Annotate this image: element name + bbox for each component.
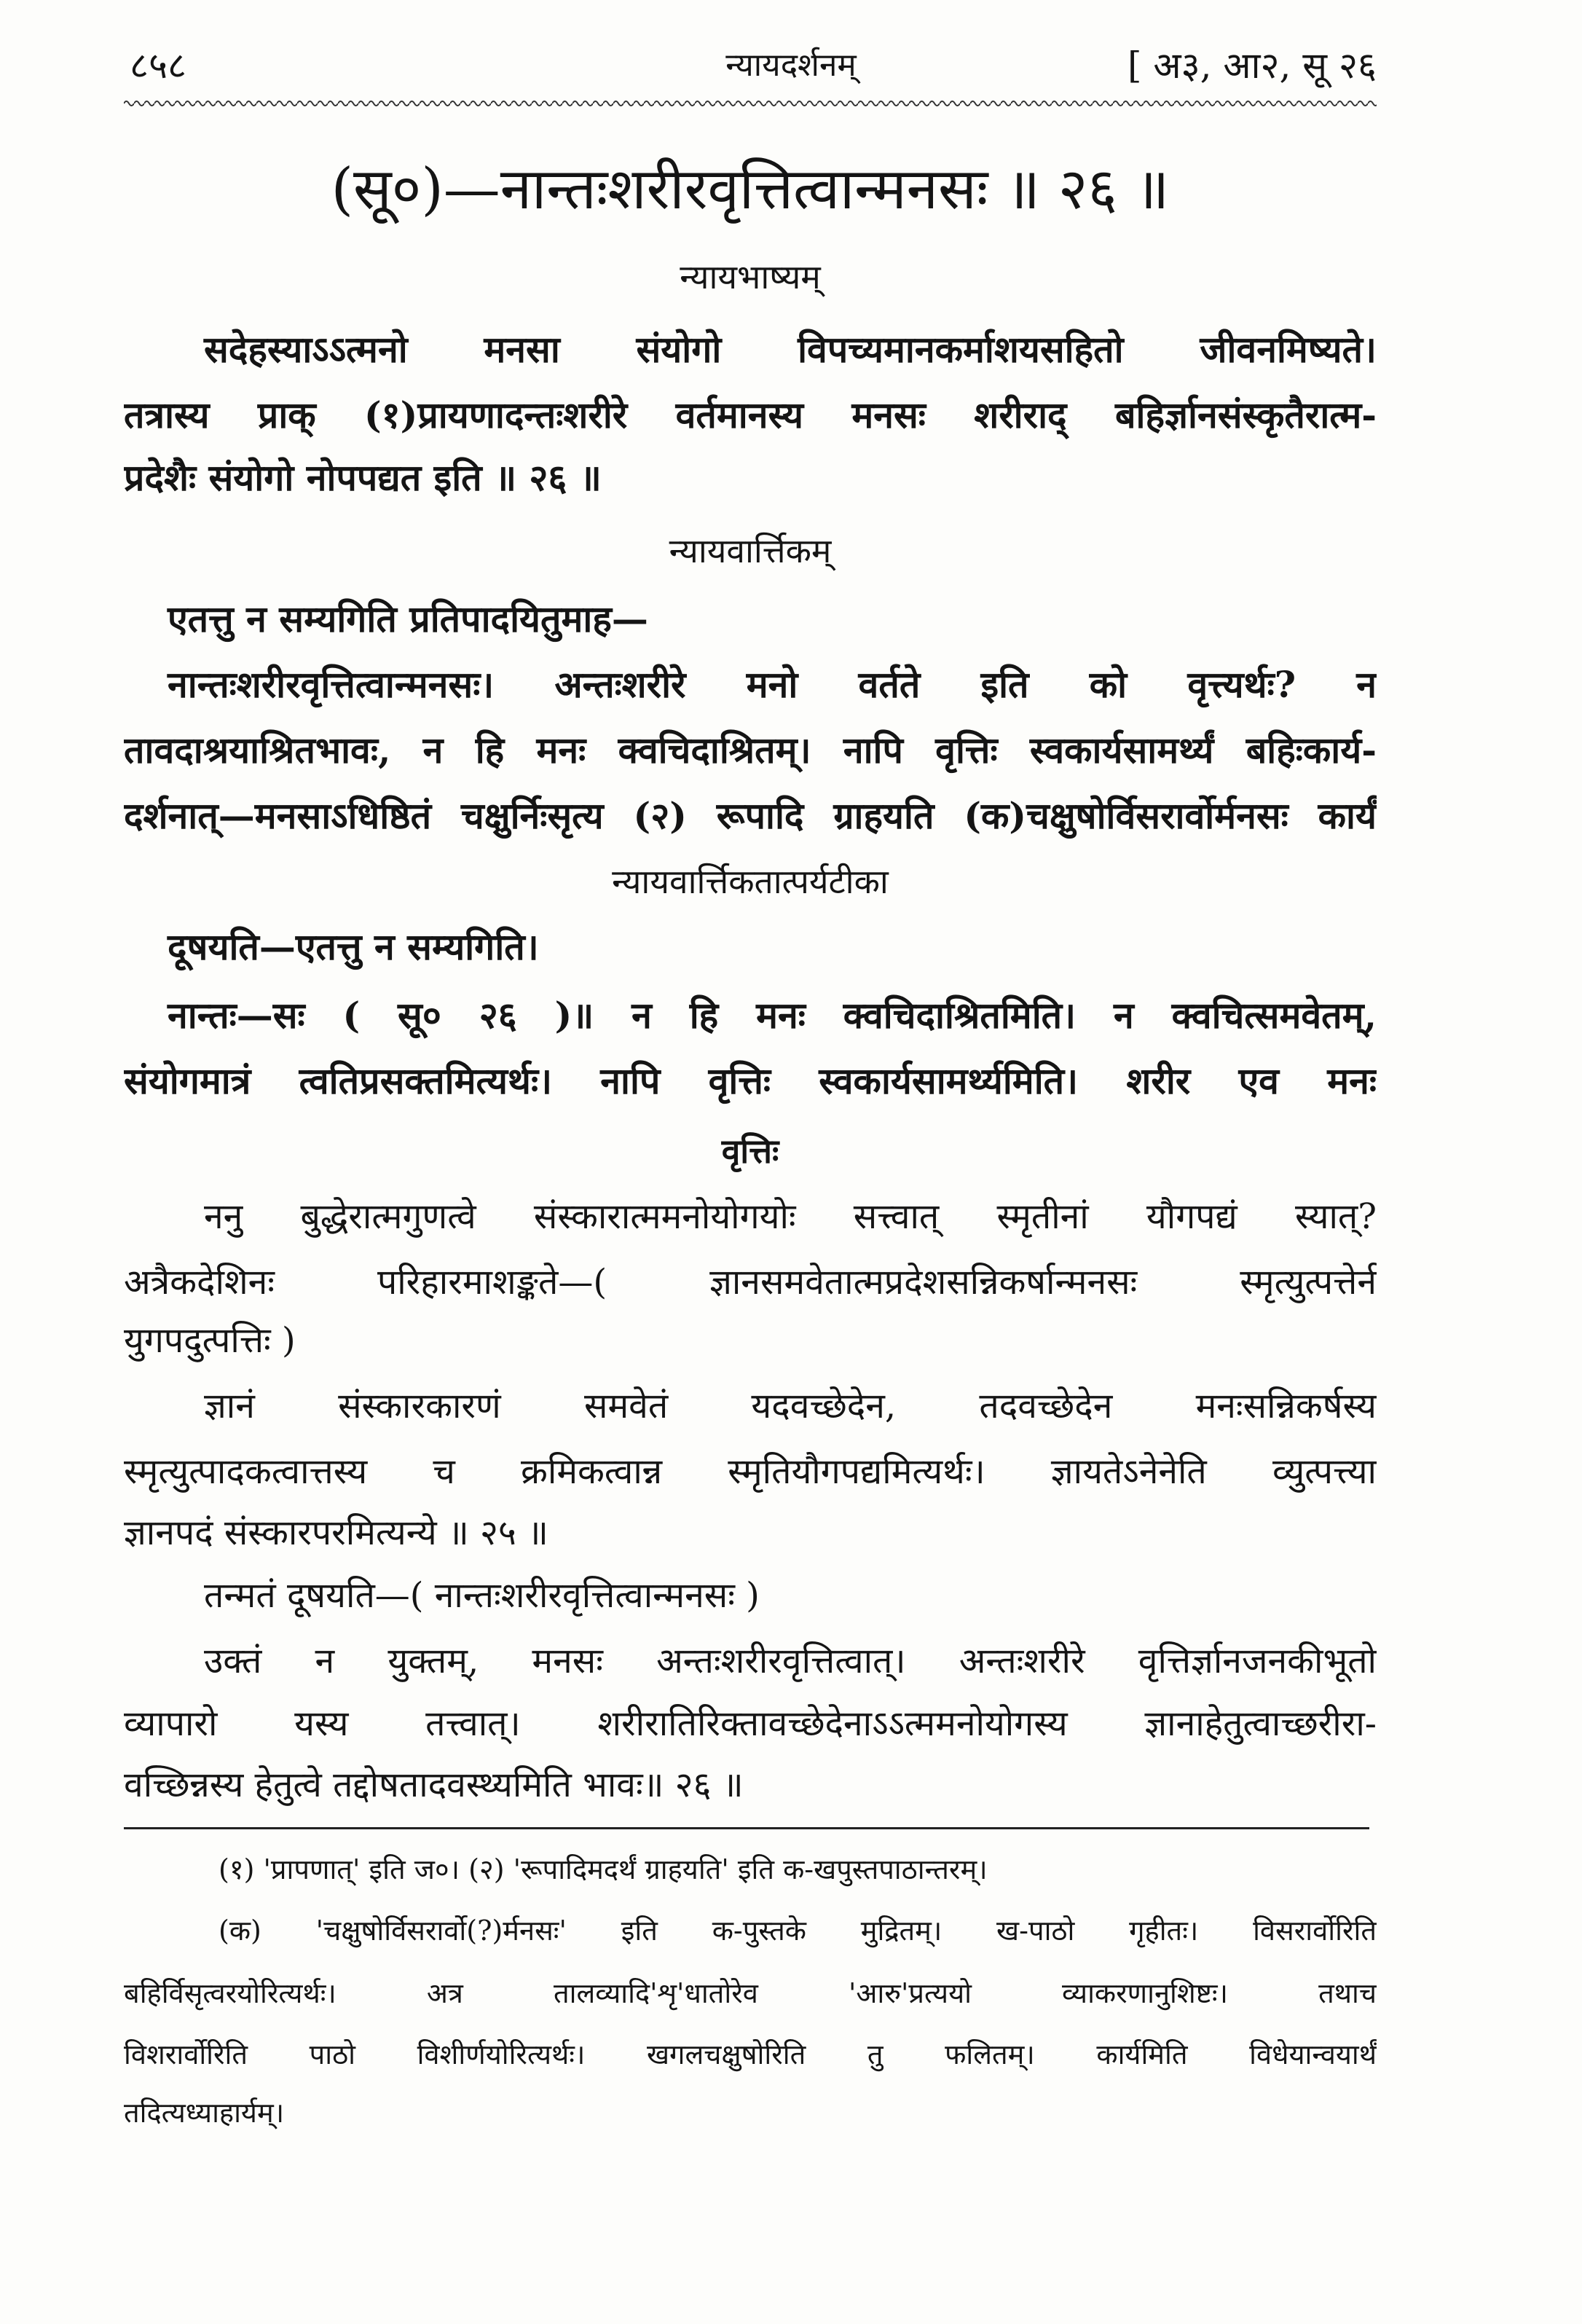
footnote-line: (१) 'प्रापणात्' इति ज०। (२) 'रूपादिमदर्थं ग्राहयति' इति क-खपुस्तपाठान्तरम्। xyxy=(219,1853,988,1885)
vritti-line: ज्ञानं संस्कारकारणं समवेतं यदवच्छेदेन, तदवच्छेदेन मनःसन्निकर्षस्य xyxy=(204,1386,1377,1426)
chapter-location: [ अ३, आ२, सू २६ xyxy=(1128,44,1377,87)
vritti-line: अत्रैकदेशिनः परिहारमाशङ्कते—( ज्ञानसमवेतात्मप्रदेशसन्निकर्षान्मनसः स्मृत्युत्पत्तेर्न xyxy=(124,1262,1377,1303)
bhashya-line: तत्रास्य प्राक् (१)प्रायणादन्तःशरीरे वर्तमानस्य मनसः शरीराद् बहिर्ज्ञानसंस्कृतैरात्म- xyxy=(124,393,1377,436)
vartika-line: दर्शनात्—मनसाऽधिष्ठितं चक्षुर्निःसृत्य (२) रूपादि ग्राहयति (क)चक्षुषोर्विसरार्वोर्मनसः कार्यं xyxy=(124,794,1377,837)
section-heading-vartika: न्यायवार्त्तिकम् xyxy=(669,531,832,570)
vritti-line: वच्छिन्नस्य हेतुत्वे तद्दोषतादवस्थ्यमिति भावः॥ २६ ॥ xyxy=(124,1764,744,1805)
footnote-line: तदित्यध्याहार्यम्। xyxy=(124,2097,285,2129)
vartika-line: एतत्तु न सम्यगिति प्रतिपादयितुमाह— xyxy=(168,597,648,640)
vritti-line: युगपदुत्पत्तिः ) xyxy=(124,1320,296,1361)
vritti-line: व्यापारो यस्य तत्त्वात्। शरीरातिरिक्तावच्छेदेनाऽऽत्ममनोयोगस्य ज्ञानाहेतुत्वाच्छरीरा- xyxy=(124,1703,1377,1744)
tika-line: दूषयति—एतत्तु न सम्यगिति। xyxy=(168,925,539,968)
tika-line: संयोगमात्रं त्वतिप्रसक्तमित्यर्थः। नापि वृत्तिः स्वकार्यसामर्थ्यमिति। शरीर एव मनः xyxy=(124,1059,1377,1102)
wavy-header-rule xyxy=(124,98,1377,109)
vritti-line: उक्तं न युक्तम्, मनसः अन्तःशरीरवृत्तित्वात्। अन्तःशरीरे वृत्तिर्ज्ञानजनकीभूतो xyxy=(204,1641,1377,1681)
vritti-line: ज्ञानपदं संस्कारपरमित्यन्ये ॥ २५ ॥ xyxy=(124,1512,548,1553)
vartika-line: नान्तःशरीरवृत्तित्वान्मनसः। अन्तःशरीरे मनो वर्तते इति को वृत्त्यर्थः? न xyxy=(168,663,1377,706)
footnote-line: बहिर्विसृत्वरयोरित्यर्थः। अत्र तालव्यादि'शृ'धातोरेव 'आरु'प्रत्ययो व्याकरणानुशिष्टः। तथाच xyxy=(124,1977,1377,2009)
footnote-divider xyxy=(124,1827,1369,1829)
vritti-line: ननु बुद्धेरात्मगुणत्वे संस्कारात्ममनोयोगयोः सत्त्वात् स्मृतीनां यौगपद्यं स्यात्? xyxy=(204,1196,1377,1237)
running-title: न्यायदर्शनम् xyxy=(725,47,857,84)
bhashya-line: प्रदेशैः संयोगो नोपपद्यत इति ॥ २६ ॥ xyxy=(124,456,602,499)
tika-line: नान्तः—सः ( सू० २६ )॥ न हि मनः क्वचिदाश्रितमिति। न क्वचित्समवेतम्, xyxy=(168,994,1377,1037)
vritti-line: तन्मतं दूषयति—( नान्तःशरीरवृत्तित्वान्मनसः ) xyxy=(204,1575,760,1616)
vritti-line: स्मृत्युत्पादकत्वात्तस्य च क्रमिकत्वान्न स्मृतियौगपद्यमित्यर्थः। ज्ञायतेऽनेनेति व्युत्पत्त्या xyxy=(124,1451,1377,1492)
vartika-line: तावदाश्रयाश्रितभावः, न हि मनः क्वचिदाश्रितम्। नापि वृत्तिः स्वकार्यसामर्थ्यं बहिःकार्य- xyxy=(124,729,1377,772)
section-heading-bhashya: न्यायभाष्यम् xyxy=(680,257,821,297)
section-heading-tika: न्यायवार्त्तिकतात्पर्यटीका xyxy=(612,862,889,901)
section-heading-vritti: वृत्तिः xyxy=(721,1131,779,1171)
page-number: ८५८ xyxy=(130,44,186,87)
footnote-line: विशरार्वोरिति पाठो विशीर्णयोरित्यर्थः। खगलचक्षुषोरिति तु फलितम्। कार्यमिति विधेयान्वयार्थं xyxy=(124,2038,1377,2070)
footnote-line: (क) 'चक्षुषोर्विसरार्वो(?)र्मनसः' इति क-पुस्तके मुद्रितम्। ख-पाठो गृहीतः। विसरार्वोरिति xyxy=(219,1915,1377,1947)
sutra-title: (सू०)—नान्तःशरीरवृत्तित्वान्मनसः ॥ २६ ॥ xyxy=(331,157,1170,222)
bhashya-line: सदेहस्याऽऽत्मनो मनसा संयोगो विपच्यमानकर्माशयसहितो जीवनमिष्यते। xyxy=(204,328,1377,371)
